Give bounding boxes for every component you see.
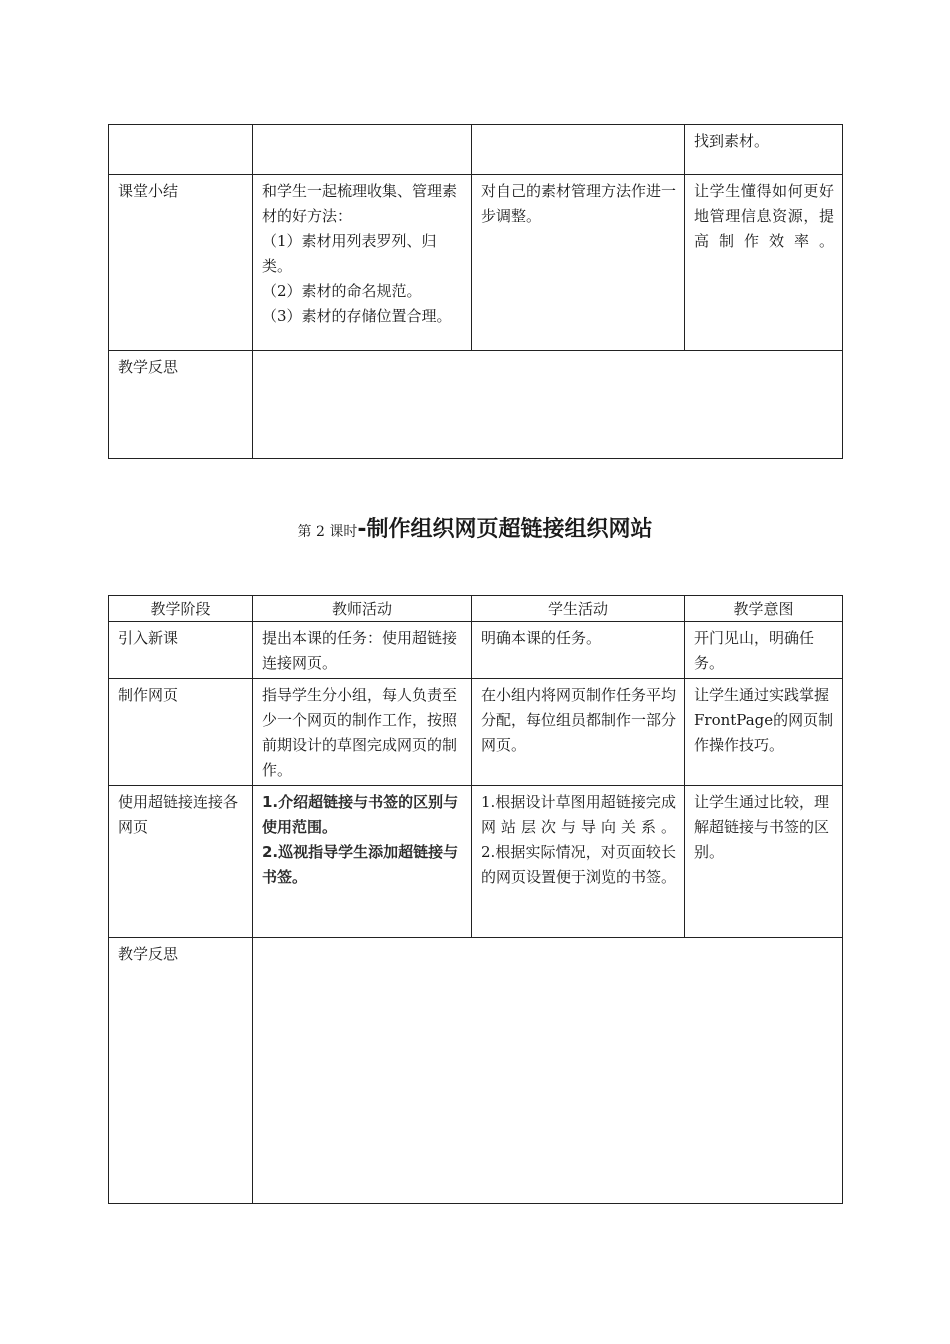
teacher-cell: 指导学生分小组，每人负责至少一个网页的制作工作，按照前期设计的草图完成网页的制作。	[253, 679, 472, 786]
column-header: 教学阶段	[109, 596, 253, 622]
column-header: 教师活动	[253, 596, 472, 622]
teacher-line: 1.介绍超链接与书签的区别与使用范围。	[262, 793, 459, 836]
intent-cell: 找到素材。	[685, 125, 843, 175]
teacher-cell	[253, 786, 472, 938]
student-cell: 明确本课的任务。	[472, 622, 685, 679]
teacher-line: （2）素材的命名规范。	[262, 282, 422, 300]
lesson1-table	[108, 124, 843, 459]
teacher-line: （1）素材用列表罗列、归类。	[262, 232, 437, 275]
stage-cell: 课堂小结	[109, 175, 253, 351]
table-row	[109, 679, 843, 786]
stage-cell: 使用超链接连接各网页	[109, 786, 253, 938]
student-cell: 在小组内将网页制作任务平均分配，每位组员都制作一部分网页。	[472, 679, 685, 786]
student-cell	[472, 786, 685, 938]
table-row	[109, 938, 843, 1204]
reflection-label: 教学反思	[109, 938, 253, 1204]
student-cell: 对自己的素材管理方法作进一步调整。	[472, 175, 685, 351]
teacher-line: 和学生一起梳理收集、管理素材的好方法：	[262, 182, 458, 225]
intent-cell: 开门见山，明确任务。	[685, 622, 843, 679]
reflection-content	[253, 351, 843, 459]
reflection-label: 教学反思	[109, 351, 253, 459]
stage-cell: 引入新课	[109, 622, 253, 679]
teacher-line: （3）素材的存储位置合理。	[262, 307, 452, 325]
intent-cell: 让学生通过比较，理解超链接与书签的区别。	[685, 786, 843, 938]
table-cell	[472, 125, 685, 175]
student-line: 2.根据实际情况，对页面较长的网页设置便于浏览的书签。	[481, 843, 677, 886]
lesson-number: 第 2 课时	[297, 524, 358, 540]
teacher-cell: 提出本课的任务：使用超链接连接网页。	[253, 622, 472, 679]
column-header: 教学意图	[685, 596, 843, 622]
table-row	[109, 125, 843, 175]
reflection-content	[253, 938, 843, 1204]
table-row	[109, 175, 843, 351]
table-header-row	[109, 596, 843, 622]
teacher-line: 2.巡视指导学生添加超链接与书签。	[262, 843, 459, 886]
student-line: 1.根据设计草图用超链接完成网站层次与导向关系。	[481, 793, 676, 836]
teacher-cell	[253, 175, 472, 351]
table-cell	[109, 125, 253, 175]
intent-cell: 让学生懂得如何更好地管理信息资源，提高制作效率。	[685, 175, 843, 351]
table-row	[109, 622, 843, 679]
intent-cell: 让学生通过实践掌握FrontPage的网页制作操作技巧。	[685, 679, 843, 786]
table-row	[109, 351, 843, 459]
stage-cell: 制作网页	[109, 679, 253, 786]
page-title	[0, 512, 950, 543]
lesson-title: -制作组织网页超链接组织网站	[357, 517, 653, 542]
table-row	[109, 786, 843, 938]
column-header: 学生活动	[472, 596, 685, 622]
lesson2-table	[108, 595, 843, 1204]
table-cell	[253, 125, 472, 175]
